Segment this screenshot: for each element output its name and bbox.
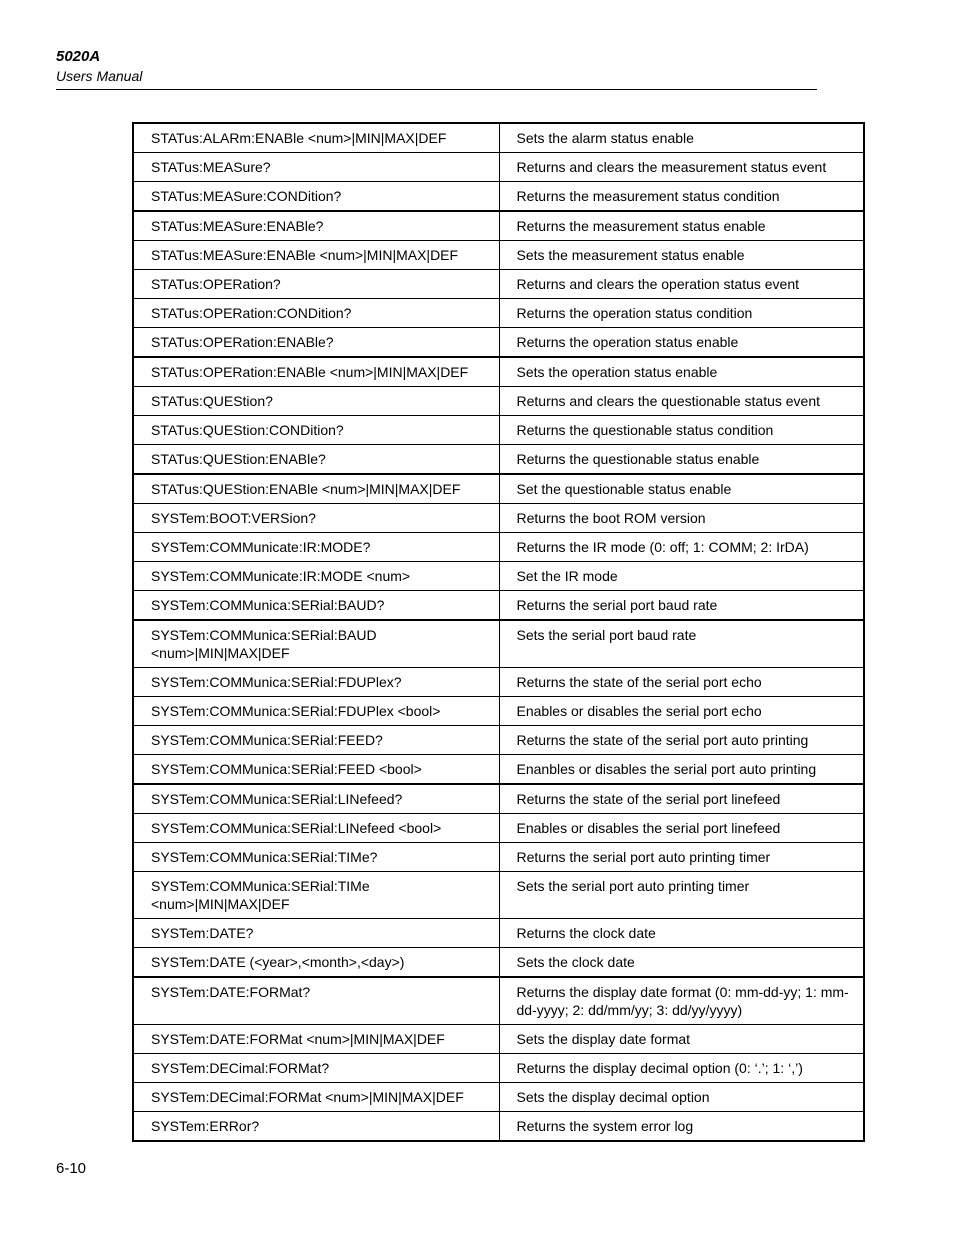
- description-cell: Returns the state of the serial port echo: [499, 668, 864, 697]
- description-cell: Returns and clears the measurement status event: [499, 153, 864, 182]
- command-cell: STATus:MEASure:ENABle?: [133, 211, 499, 241]
- table-row: [133, 474, 864, 504]
- table-row: [133, 843, 864, 872]
- command-cell: STATus:QUEStion:ENABle <num>|MIN|MAX|DEF: [133, 474, 499, 504]
- description-cell: Sets the serial port baud rate: [499, 620, 864, 668]
- table-row: [133, 872, 864, 919]
- description-cell: Returns the questionable status enable: [499, 445, 864, 475]
- table-row: [133, 504, 864, 533]
- description-cell: Set the questionable status enable: [499, 474, 864, 504]
- command-cell: STATus:OPERation:CONDition?: [133, 299, 499, 328]
- command-table: [132, 122, 865, 1142]
- command-cell: SYSTem:COMMunicate:IR:MODE?: [133, 533, 499, 562]
- command-cell: SYSTem:COMMunica:SERial:FEED?: [133, 726, 499, 755]
- description-cell: Returns and clears the operation status event: [499, 270, 864, 299]
- table-row: [133, 211, 864, 241]
- table-row: [133, 948, 864, 978]
- command-cell: STATus:MEASure:ENABle <num>|MIN|MAX|DEF: [133, 241, 499, 270]
- description-cell: Sets the serial port auto printing timer: [499, 872, 864, 919]
- command-cell: SYSTem:DATE (<year>,<month>,<day>): [133, 948, 499, 978]
- command-cell: STATus:ALARm:ENABle <num>|MIN|MAX|DEF: [133, 123, 499, 153]
- command-cell: SYSTem:COMMunica:SERial:BAUD?: [133, 591, 499, 621]
- table-row: [133, 1025, 864, 1054]
- description-cell: Returns the IR mode (0: off; 1: COMM; 2: IrDA): [499, 533, 864, 562]
- table-row: [133, 416, 864, 445]
- description-cell: Enables or disables the serial port echo: [499, 697, 864, 726]
- table-row: [133, 387, 864, 416]
- command-cell: SYSTem:COMMunica:SERial:FDUPlex <bool>: [133, 697, 499, 726]
- command-cell: STATus:QUEStion?: [133, 387, 499, 416]
- description-cell: Set the IR mode: [499, 562, 864, 591]
- description-cell: Enanbles or disables the serial port auto printing: [499, 755, 864, 785]
- command-cell: STATus:QUEStion:CONDition?: [133, 416, 499, 445]
- description-cell: Sets the clock date: [499, 948, 864, 978]
- table-row: [133, 784, 864, 814]
- command-cell: SYSTem:COMMunica:SERial:LINefeed?: [133, 784, 499, 814]
- table-row: [133, 814, 864, 843]
- manual-subtitle: Users Manual: [56, 68, 143, 84]
- description-cell: Sets the display date format: [499, 1025, 864, 1054]
- command-table-body: [133, 123, 864, 1141]
- description-cell: Sets the operation status enable: [499, 357, 864, 387]
- table-row: [133, 357, 864, 387]
- command-cell: SYSTem:BOOT:VERSion?: [133, 504, 499, 533]
- manual-model: 5020A: [56, 48, 101, 65]
- table-row: [133, 591, 864, 621]
- command-cell: SYSTem:COMMunica:SERial:FDUPlex?: [133, 668, 499, 697]
- table-row: [133, 755, 864, 785]
- command-cell: SYSTem:DATE:FORMat?: [133, 977, 499, 1025]
- command-cell: SYSTem:DATE?: [133, 919, 499, 948]
- table-row: [133, 328, 864, 358]
- table-row: [133, 697, 864, 726]
- page-number: 6-10: [56, 1160, 87, 1177]
- description-cell: Returns the measurement status enable: [499, 211, 864, 241]
- description-cell: Returns the questionable status condition: [499, 416, 864, 445]
- description-cell: Sets the measurement status enable: [499, 241, 864, 270]
- description-cell: Returns the clock date: [499, 919, 864, 948]
- command-cell: SYSTem:COMMunica:SERial:FEED <bool>: [133, 755, 499, 785]
- description-cell: Enables or disables the serial port linefeed: [499, 814, 864, 843]
- table-row: [133, 241, 864, 270]
- description-cell: Returns the serial port auto printing timer: [499, 843, 864, 872]
- command-cell: SYSTem:COMMunica:SERial:TIMe <num>|MIN|MAX|DEF: [133, 872, 499, 919]
- command-cell: STATus:MEASure?: [133, 153, 499, 182]
- description-cell: Sets the display decimal option: [499, 1083, 864, 1112]
- command-cell: SYSTem:COMMunicate:IR:MODE <num>: [133, 562, 499, 591]
- table-row: [133, 182, 864, 212]
- description-cell: Returns the measurement status condition: [499, 182, 864, 212]
- table-row: [133, 668, 864, 697]
- command-cell: STATus:OPERation?: [133, 270, 499, 299]
- table-row: [133, 270, 864, 299]
- description-cell: Returns the display date format (0: mm-dd-yy; 1: mm-dd-yyyy; 2: dd/mm/yy; 3: dd/yy/yyyy): [499, 977, 864, 1025]
- command-cell: SYSTem:DECimal:FORMat?: [133, 1054, 499, 1083]
- command-cell: SYSTem:COMMunica:SERial:LINefeed <bool>: [133, 814, 499, 843]
- command-cell: SYSTem:COMMunica:SERial:TIMe?: [133, 843, 499, 872]
- description-cell: Returns the serial port baud rate: [499, 591, 864, 621]
- description-cell: Returns the display decimal option (0: ‘.’; 1: ‘,’): [499, 1054, 864, 1083]
- table-row: [133, 299, 864, 328]
- header-divider: [56, 89, 817, 90]
- command-cell: STATus:MEASure:CONDition?: [133, 182, 499, 212]
- description-cell: Returns the operation status condition: [499, 299, 864, 328]
- description-cell: Returns the system error log: [499, 1112, 864, 1142]
- table-row: [133, 533, 864, 562]
- table-row: [133, 1112, 864, 1142]
- description-cell: Sets the alarm status enable: [499, 123, 864, 153]
- description-cell: Returns the boot ROM version: [499, 504, 864, 533]
- command-cell: SYSTem:DECimal:FORMat <num>|MIN|MAX|DEF: [133, 1083, 499, 1112]
- description-cell: Returns the operation status enable: [499, 328, 864, 358]
- command-cell: SYSTem:ERRor?: [133, 1112, 499, 1142]
- command-cell: SYSTem:COMMunica:SERial:BAUD <num>|MIN|MAX|DEF: [133, 620, 499, 668]
- table-row: [133, 919, 864, 948]
- description-cell: Returns the state of the serial port linefeed: [499, 784, 864, 814]
- command-cell: STATus:OPERation:ENABle <num>|MIN|MAX|DEF: [133, 357, 499, 387]
- description-cell: Returns and clears the questionable status event: [499, 387, 864, 416]
- table-row: [133, 123, 864, 153]
- command-cell: STATus:OPERation:ENABle?: [133, 328, 499, 358]
- table-row: [133, 1054, 864, 1083]
- description-cell: Returns the state of the serial port auto printing: [499, 726, 864, 755]
- command-cell: STATus:QUEStion:ENABle?: [133, 445, 499, 475]
- table-row: [133, 620, 864, 668]
- table-row: [133, 1083, 864, 1112]
- command-cell: SYSTem:DATE:FORMat <num>|MIN|MAX|DEF: [133, 1025, 499, 1054]
- table-row: [133, 726, 864, 755]
- table-row: [133, 562, 864, 591]
- table-row: [133, 153, 864, 182]
- table-row: [133, 445, 864, 475]
- table-row: [133, 977, 864, 1025]
